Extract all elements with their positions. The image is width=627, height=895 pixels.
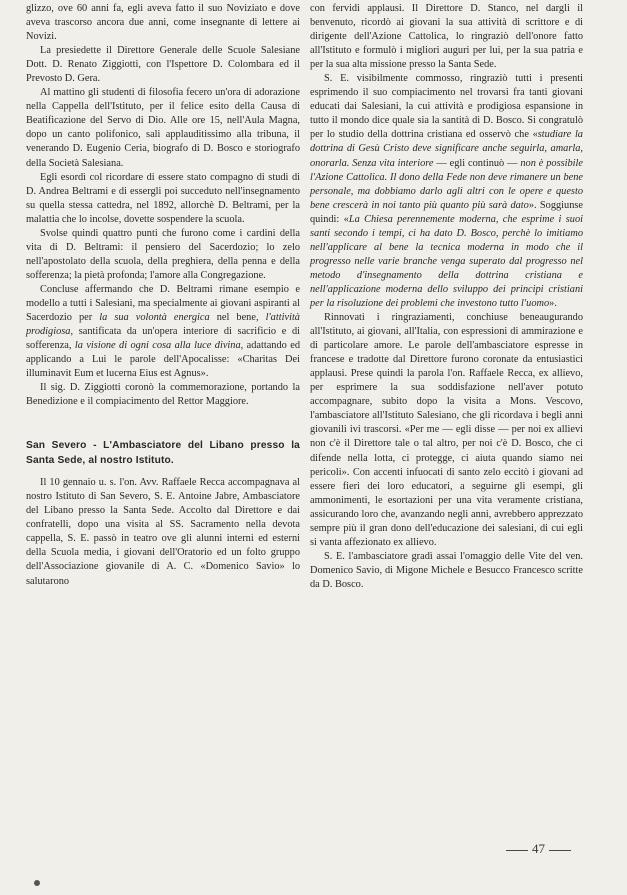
right-column [310, 2, 583, 592]
paragraph: Svolse quindi quattro punti che furono come i cardini della vita di D. Beltrami: il pensiero del Sacerdozio; lo zelo nell'apostolato della scuola, della preghiera, della penna e della sofferenza; la pietà profonda; l'amore alla Congregazione. [26, 227, 300, 281]
paragraph: S. E. visibilmente commosso, ringraziò tutti i presenti esprimendo il suo compiacimento nel trovarsi fra tanti giovani educati dai Salesiani, la cui attività e prodigiosa espansione in tutto il mondo dice quale sia la santità di D. Bosco. Si congratulò per lo studio della dottrina cristiana ed osservò che «studiare la dottrina di Gesù Cristo deve significare anche seguirla, amarla, onorarla. Senza vita interiore — egli continuò — non è possibile l'Azione Cattolica. Il dono della Fede non deve rimanere un bene personale, ma dobbiamo darlo agli altri con le opere e questo bene crescerà in noi tanto più quanto più sarà dato». Soggiunse quindi: «La Chiesa perennemente moderna, che esprime i suoi santi secondo i tempi, ci ha dato D. Bosco, perchè lo imitiamo nell'applicare al bene la tecnica moderna in modo che il progresso nelle varie branche venga superato dal progresso nel metodo d'insegnamento della dottrina cristiana e nell'applicazione moderna dello sviluppo dei principi cristiani per la risoluzione dei problemi che investono tutto l'uomo». [310, 73, 584, 309]
paragraph: Al mattino gli studenti di filosofia fecero un'ora di adorazione nella Cappella dell'Istituto, per il felice esito della Causa di Beatificazione del Servo di Dio. Alle ore 15, nell'Aula Magna, dopo un canto polifonico, sali applauditissimo alla tribuna, il venerando D. Eugenio Ceria, biografo di D. Bosco e storiografo della Società Salesiana. [26, 87, 300, 169]
section-heading: San Severo - L'Ambasciatore del Libano presso la Santa Sede, al nostro Istituto. [26, 440, 300, 466]
paragraph: Il sig. D. Ziggiotti coronò la commemorazione, portando la Benedizione e il compiacimento del Rettor Maggiore. [26, 382, 300, 408]
paragraph: glizzo, ove 60 anni fa, egli aveva fatto il suo Noviziato e dove aveva trascorso ancora due anni, come insegnante di lettere ai Novizi. [26, 3, 300, 43]
paragraph: Egli esordì col ricordare di essere stato compagno di studi di D. Andrea Beltrami e di essergli poi succeduto nell'insegnamento su quella stessa cattedra, nel 1892, allorchè D. Beltrami, per la malattia che lo incolse, dovette sospendere la scuola. [26, 171, 300, 225]
page-number-text: 47 [532, 841, 545, 856]
paragraph: Rinnovati i ringraziamenti, conchiuse beneaugurando all'Istituto, ai giovani, all'Italia, con espressioni di ammirazione e di particolare amore. Le parole dell'ambasciatore espresse in francese e tradotte dal Direttore furono coronate da entusiastici applausi. Prese quindi la parola l'on. Raffaele Recca, ex allievo, per esprimere la sua soddisfazione nell'aver potuto accompagnare, subito dopo la visita a Mons. Vescovo, l'ambasciatore all'Istituto Salesiano, che gli ricordava i begli anni giovanili ivi trascorsi. «Per me — egli disse — per noi ex allievi non c'è il Direttore tale o tal altro, per noi c'è D. Bosco, che ci difende nella lotta, ci protegge, ci aiuta quando siamo nei pericoli». Con accenti infuocati di santo zelo eccitò i giovani ad essere fieri dei loro educatori, a seguirne gli esempi, gli ammonimenti, le esortazioni per una vita veramente cristiana, assicurando loro che, avanzando negli anni, avrebbero apprezzato sempre più il gran dono dell'educazione dei salesiani, di cui egli si vanta affezionato ex allievo. [310, 312, 583, 548]
paragraph: La presiedette il Direttore Generale delle Scuole Salesiane Dott. D. Renato Ziggiotti, con l'Ispettore D. Colombara ed il Prevosto D. Gera. [26, 45, 300, 85]
dash-decoration [549, 850, 571, 851]
paragraph: Concluse affermando che D. Beltrami rimane esempio e modello a tutti i Salesiani, ma specialmente ai giovani aspiranti al Sacerdozio per la sua volontà energica nel bene, l'attività prodigiosa, santificata da un'opera interiore di sacrificio e di sofferenza, la visione di ogni cosa alla luce divina, adattando ed applicando a Lui le parole dell'Apocalisse: «Charitas Dei illuminavit Eum et lucerna Eius est Agnus». [26, 283, 300, 380]
paragraph: con fervidi applausi. Il Direttore D. Stanco, nel dargli il benvenuto, ricordò ai giovani la sua attività di scrittore e di dirigente dell'Azione Cattolica, lo ringraziò dell'onore fatto all'Istituto e formulò i migliori auguri per lui, per la sua patria e per la sua alta missione presso la Santa Sede. [310, 3, 583, 71]
page-number [502, 841, 575, 857]
paragraph: S. E. l'ambasciatore gradì assai l'omaggio delle Vite del ven. Domenico Savio, di Migone Michele e Besucco Francesco scritte da D. Bosco. [310, 550, 583, 590]
paragraph: Il 10 gennaio u. s. l'on. Avv. Raffaele Recca accompagnava al nostro Istituto di San Severo, S. E. Antoine Jabre, Ambasciatore del Libano presso la Santa Sede. Accolto dal Direttore e dai confratelli, dopo una visita al SS. Sacramento nella devota cappella, S. E. passò in teatro ove gli alunni interni ed esterni della Scuola media, i giovani dell'Oratorio ed un folto gruppo dell'Associazione giovanile di A. C. «Domenico Savio» lo salutarono [26, 477, 300, 587]
left-column [26, 2, 300, 589]
dot-mark [34, 880, 40, 886]
dash-decoration [506, 850, 528, 851]
